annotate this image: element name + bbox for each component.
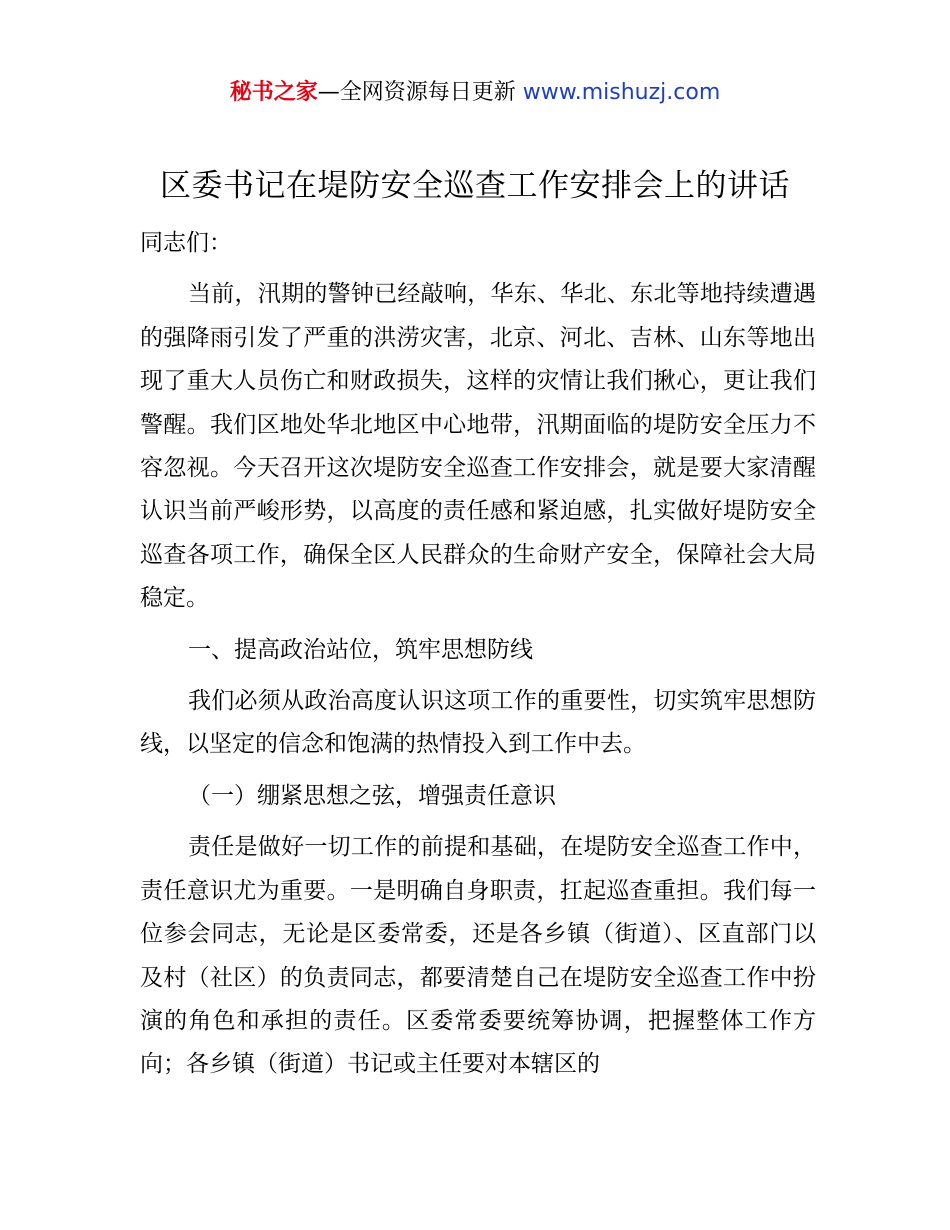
salutation: 同志们： <box>140 230 232 256</box>
site-tagline: —全网资源每日更新 <box>317 80 523 105</box>
paragraph-intro: 当前，汛期的警钟已经敲响，华东、华北、东北等地持续遭遇的强降雨引发了严重的洪涝灾害，北京、河北、吉林、山东等地出现了重大人员伤亡和财政损失，这样的灾情让我们揪心，更让我们警醒。我们区地处华北地区中心地带，汛期面临的堤防安全压力不容忽视。今天召开这次堤防安全巡查工作安排会，就是要大家清醒认识当前严峻形势，以高度的责任感和紧迫感，扎实做好堤防安全巡查各项工作，确保全区人民群众的生命财产安全，保障社会大局稳定。 <box>140 281 816 612</box>
site-url-link[interactable]: www.mishuzj.com <box>522 80 721 105</box>
document-body <box>140 222 816 1087</box>
site-brand: 秘书之家 <box>229 80 318 105</box>
paragraph-responsibility: 责任是做好一切工作的前提和基础，在堤防安全巡查工作中，责任意识尤为重要。一是明确自身职责，扛起巡查重担。我们每一位参会同志，无论是区委常委，还是各乡镇（街道）、区直部门以及村（社区）的负责同志，都要清楚自己在堤防安全巡查工作中扮演的角色和承担的责任。区委常委要统筹协调，把握整体工作方向；各乡镇（街道）书记或主任要对本辖区的 <box>140 834 816 1078</box>
subsection-heading: （一）绷紧思想之弦，增强责任意识 <box>188 782 556 809</box>
document-title: 区委书记在堤防安全巡查工作安排会上的讲话 <box>160 168 790 204</box>
section-heading: 一、提高政治站位，筑牢思想防线 <box>188 636 533 663</box>
site-header <box>0 77 950 109</box>
paragraph-section-intro: 我们必须从政治高度认识这项工作的重要性，切实筑牢思想防线，以坚定的信念和饱满的热情投入到工作中去。 <box>140 688 816 758</box>
